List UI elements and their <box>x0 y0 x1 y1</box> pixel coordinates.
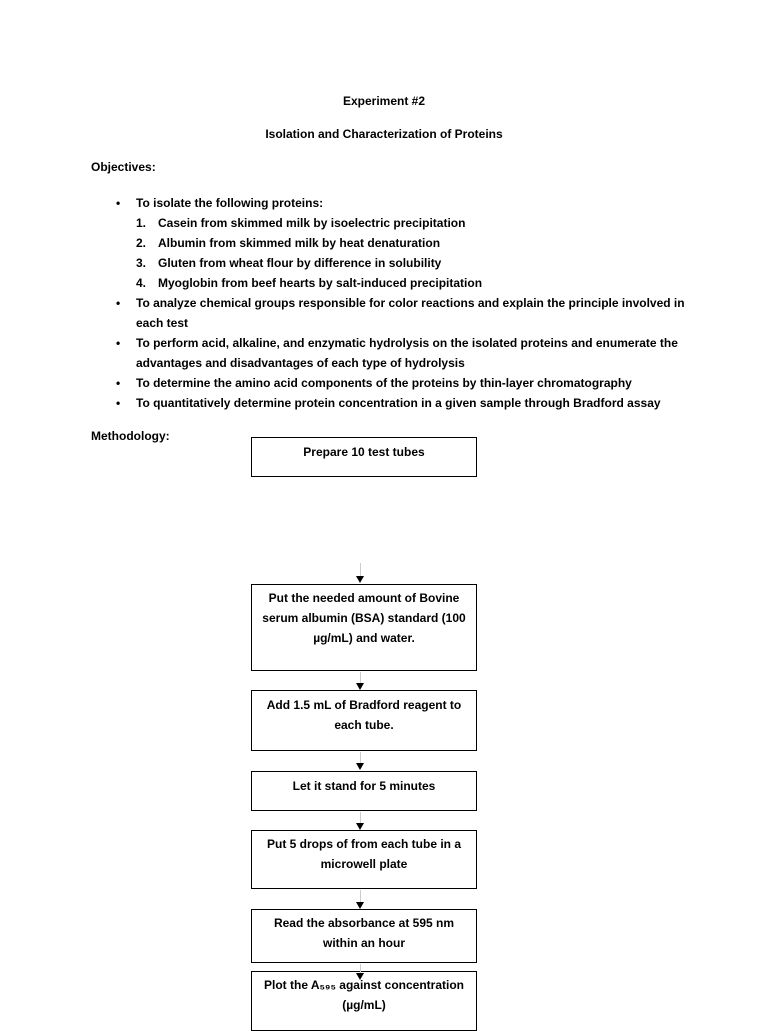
objective-text: To isolate the following proteins: <box>136 196 324 210</box>
flow-connector <box>360 812 361 823</box>
flow-arrow-icon <box>356 683 364 690</box>
methodology-heading: Methodology: <box>91 429 170 443</box>
objective-text: To quantitatively determine protein concentration in a given sample through Bradford assay <box>136 396 661 410</box>
flow-arrow-icon <box>356 973 364 980</box>
flow-connector <box>360 890 361 902</box>
objective-text: To analyze chemical groups responsible for color reactions and explain the principle involved in each test <box>136 296 685 330</box>
objective-text: To perform acid, alkaline, and enzymatic hydrolysis on the isolated proteins and enumerate the advantages and disadvantages of each type of hydrolysis <box>136 336 678 370</box>
flow-arrow-icon <box>356 763 364 770</box>
experiment-number: Experiment #2 <box>342 94 426 108</box>
sublist-item <box>136 253 692 273</box>
flow-step-box: Read the absorbance at 595 nm within an hour <box>251 909 477 963</box>
flow-connector <box>360 563 361 577</box>
objective-item <box>112 293 692 333</box>
sublist-text: Albumin from skimmed milk by heat denaturation <box>158 236 441 250</box>
objectives-list <box>112 193 692 413</box>
flow-connector <box>360 672 361 683</box>
objective-item <box>112 393 692 413</box>
flow-step-box: Let it stand for 5 minutes <box>251 771 477 811</box>
flow-connector <box>360 964 361 973</box>
sublist-text: Casein from skimmed milk by isoelectric precipitation <box>158 216 466 230</box>
flow-step-box: Put 5 drops of from each tube in a microwell plate <box>251 830 477 889</box>
flow-arrow-icon <box>356 902 364 909</box>
flow-step-box: Add 1.5 mL of Bradford reagent to each tube. <box>251 690 477 751</box>
objective-item <box>112 193 692 293</box>
flow-step-box: Plot the A₅₉₅ against concentration (µg/mL) <box>251 971 477 1031</box>
sublist-number: 3. <box>136 256 147 270</box>
flow-step-box: Prepare 10 test tubes <box>251 437 477 477</box>
sublist-number: 2. <box>136 236 147 250</box>
flow-arrow-icon <box>356 576 364 583</box>
objectives-heading: Objectives: <box>91 160 156 174</box>
sublist-item <box>136 213 692 233</box>
objective-item <box>112 373 692 393</box>
sublist-number: 1. <box>136 216 147 230</box>
flow-arrow-icon <box>356 823 364 830</box>
document-title: Isolation and Characterization of Proteins <box>265 127 503 141</box>
sublist-text: Gluten from wheat flour by difference in solubility <box>158 256 442 270</box>
objective-item <box>112 333 692 373</box>
isolate-sublist <box>136 213 692 293</box>
flow-connector <box>360 752 361 763</box>
sublist-text: Myoglobin from beef hearts by salt-induced precipitation <box>158 276 483 290</box>
sublist-number: 4. <box>136 276 147 290</box>
sublist-item <box>136 273 692 293</box>
flow-step-box: Put the needed amount of Bovine serum albumin (BSA) standard (100 µg/mL) and water. <box>251 584 477 671</box>
objective-text: To determine the amino acid components of the proteins by thin-layer chromatography <box>136 376 632 390</box>
sublist-item <box>136 233 692 253</box>
